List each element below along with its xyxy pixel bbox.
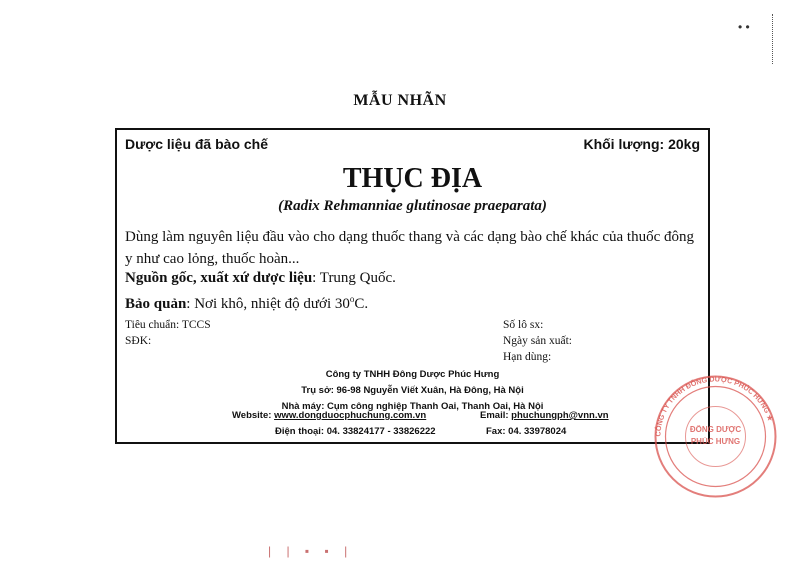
registration-text: SĐK: — [125, 335, 152, 347]
label-top-row — [125, 136, 700, 152]
lot-number-text: Số lô sx: — [503, 319, 544, 331]
scan-mark-bottom: | | ▪ ▪ | — [268, 544, 354, 558]
page-heading: MẪU NHÃN — [353, 92, 447, 109]
svg-text:ĐÔNG DƯỢC: ĐÔNG DƯỢC — [689, 425, 742, 434]
email-label: Email: — [480, 410, 512, 421]
svg-text:PHÚC HƯNG: PHÚC HƯNG — [690, 437, 741, 446]
storage-unit: C. — [354, 296, 369, 312]
website-line — [232, 410, 426, 421]
website-link[interactable]: www.dongduocphuchung.com.vn — [274, 410, 427, 421]
scan-mark-right-edge — [772, 14, 775, 64]
email-line — [480, 410, 609, 421]
head-office: Trụ sở: 96-98 Nguyễn Viết Xuân, Hà Đông, Hà Nội — [301, 385, 524, 396]
product-label — [115, 128, 710, 444]
weight-text: Khối lượng: 20kg — [583, 136, 700, 152]
storage-value: : Nơi khô, nhiệt độ dưới 30 — [186, 296, 350, 312]
origin-label: Nguồn gốc, xuất xứ dược liệu — [125, 270, 313, 286]
company-block — [117, 367, 708, 415]
expiry-text: Hạn dùng: — [503, 351, 552, 363]
origin-line — [125, 270, 396, 287]
manufacture-date-text: Ngày sản xuất: — [503, 335, 572, 347]
svg-text:CÔNG TY TNHH ĐÔNG DƯỢC PHÚC HƯ: CÔNG TY TNHH ĐÔNG DƯỢC PHÚC HƯNG ★ — [653, 374, 776, 437]
phone-text: Điện thoại: 04. 33824177 - 33826222 — [275, 426, 436, 437]
product-name: THỤC ĐỊA — [342, 163, 483, 194]
category-text: Dược liệu đã bào chế — [125, 136, 269, 152]
storage-label: Bảo quản — [125, 296, 187, 312]
factory-address: Nhà máy: Cụm công nghiệp Thanh Oai, Thanh Oai, Hà Nội — [281, 401, 544, 412]
origin-value: : Trung Quốc. — [312, 270, 396, 286]
standard-text: Tiêu chuẩn: TCCS — [125, 319, 211, 331]
storage-degree: o — [349, 294, 355, 304]
fax-text: Fax: 04. 33978024 — [486, 426, 567, 437]
website-label: Website: — [232, 410, 275, 421]
company-name: Công ty TNHH Đông Dược Phúc Hưng — [325, 369, 500, 380]
scan-mark-top-right: • • — [738, 20, 750, 34]
latin-name: (Radix Rehmanniae glutinosae praeparata) — [278, 198, 547, 214]
email-link[interactable]: phuchungph@vnn.vn — [511, 410, 609, 421]
usage-text: Dùng làm nguyên liệu đầu vào cho dạng thuốc thang và các dạng bào chế khác của thuốc đông y như cao lỏng, thuốc hoàn... — [125, 229, 694, 267]
company-seal-stamp — [653, 374, 778, 499]
storage-line — [125, 294, 368, 313]
